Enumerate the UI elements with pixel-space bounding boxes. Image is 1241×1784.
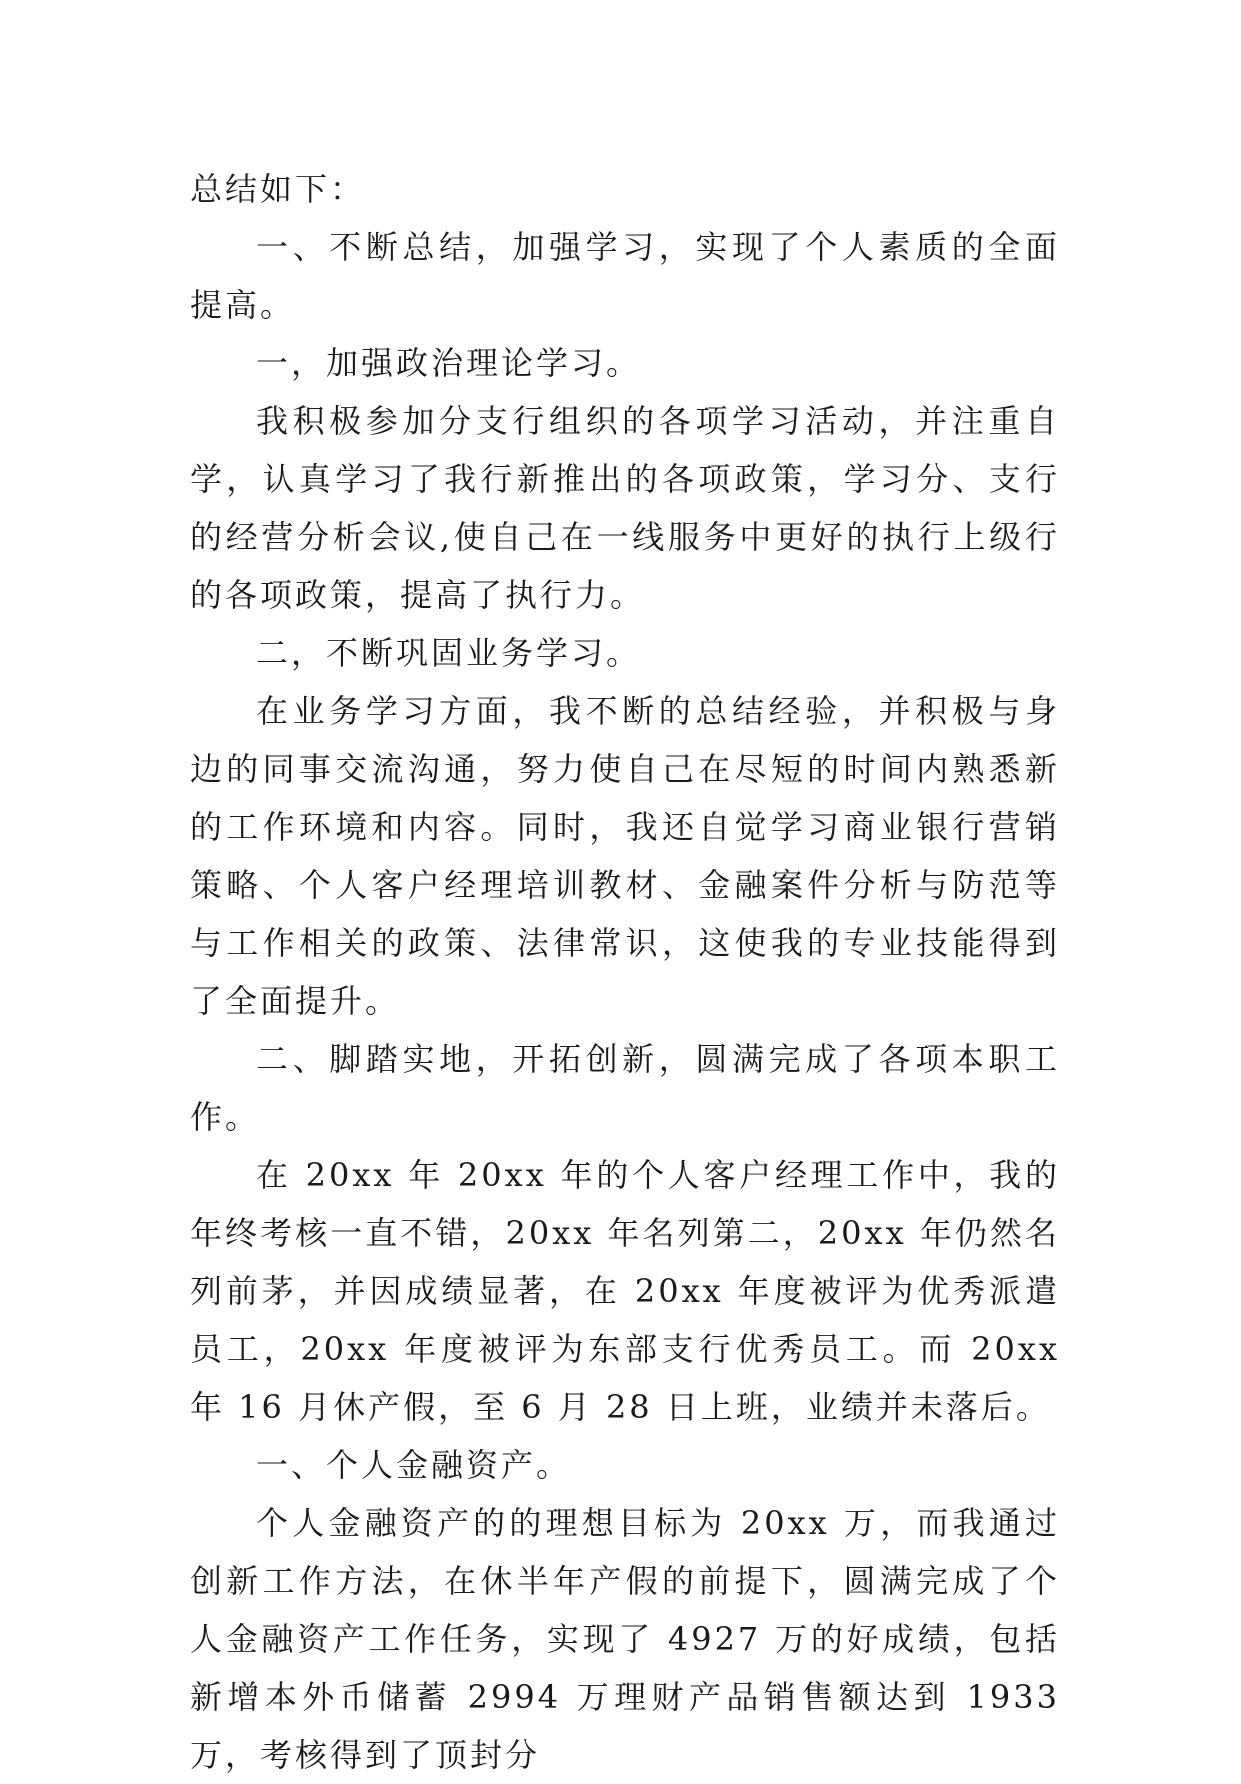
- paragraph-intro: 总结如下：: [190, 170, 366, 208]
- heading-section-2: 二、脚踏实地，开拓创新，圆满完成了各项本职工作。: [190, 1040, 1060, 1136]
- subheading-political-study: 一，加强政治理论学习。: [256, 344, 642, 382]
- subheading-financial-assets: 一、个人金融资产。: [256, 1446, 572, 1484]
- paragraph-business-study: 在业务学习方面，我不断的总结经验，并积极与身边的同事交流沟通，努力使自己在尽短的时间内熟悉新的工作环境和内容。同时，我还自觉学习商业银行营销策略、个人客户经理培训教材、金融案件分析与防范等与工作相关的政策、法律常识，这使我的专业技能得到了全面提升。: [190, 692, 1060, 1020]
- heading-section-1: 一、不断总结，加强学习，实现了个人素质的全面提高。: [190, 228, 1060, 324]
- paragraph-political-study: 我积极参加分支行组织的各项学习活动，并注重自学，认真学习了我行新推出的各项政策，学习分、支行的经营分析会议,使自己在一线服务中更好的执行上级行的各项政策，提高了执行力。: [190, 402, 1060, 614]
- paragraph-performance: 在 20xx 年 20xx 年的个人客户经理工作中，我的年终考核一直不错，20xx 年名列第二，20xx 年仍然名列前茅，并因成绩显著，在 20xx 年度被评为优秀派遣员工，20xx 年度被评为东部支行优秀员工。而 20xx 年 16 月休产假，至 6 月 28 日上班，业绩并未落后。: [190, 1156, 1060, 1426]
- subheading-business-study: 二，不断巩固业务学习。: [256, 634, 642, 672]
- document-body: [190, 160, 1060, 1784]
- paragraph-financial-assets: 个人金融资产的的理想目标为 20xx 万，而我通过创新工作方法，在休半年产假的前提下，圆满完成了个人金融资产工作任务，实现了 4927 万的好成绩，包括新增本外币储蓄 2994 万理财产品销售额达到 1933 万，考核得到了顶封分: [190, 1504, 1060, 1774]
